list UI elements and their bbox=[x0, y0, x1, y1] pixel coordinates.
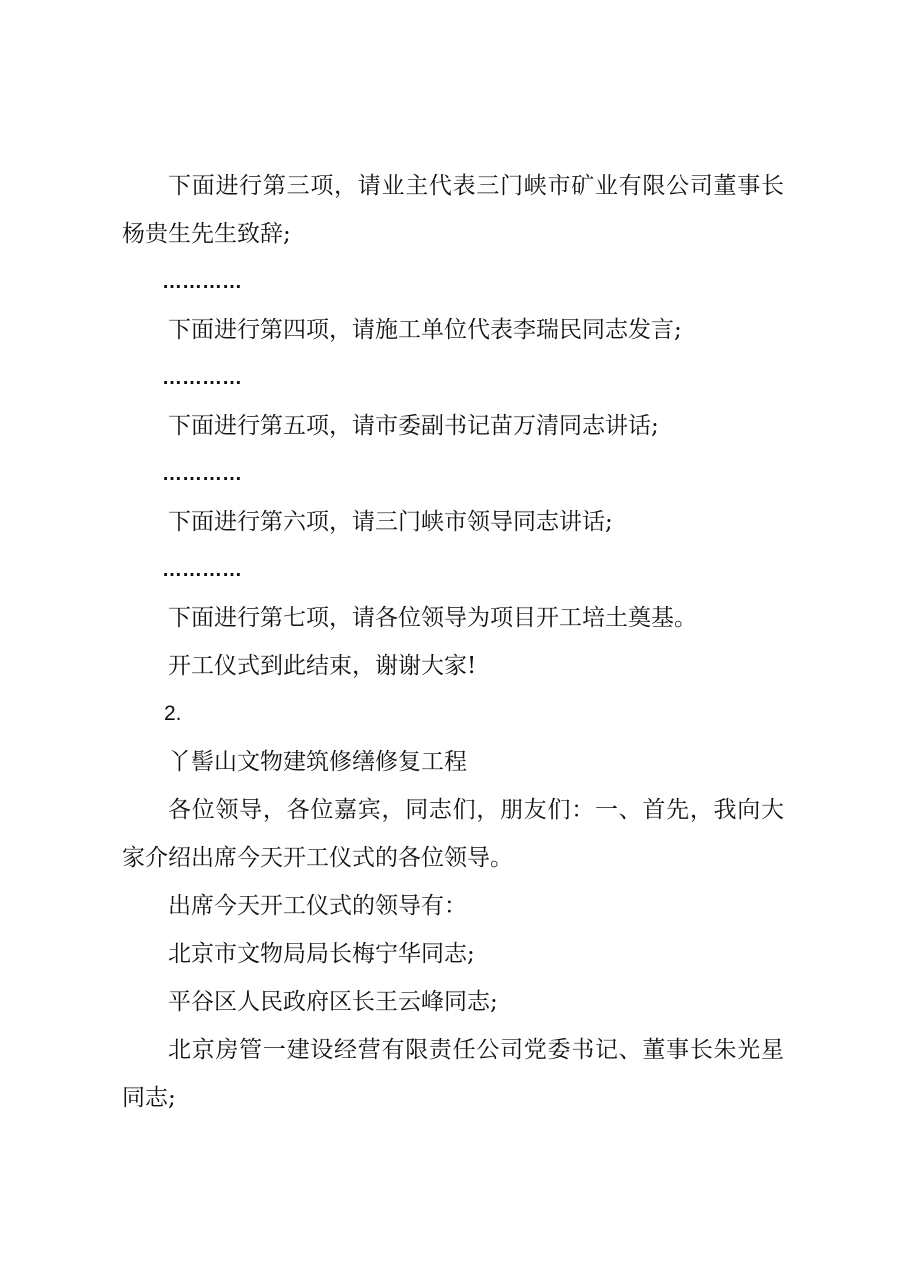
attendee-item: 平谷区人民政府区长王云峰同志; bbox=[168, 989, 498, 1015]
section-number: 2. bbox=[164, 702, 182, 725]
opening-greeting: 各位领导，各位嘉宾，同志们，朋友们：一、首先，我向大家介绍出席今天开工仪式的各位领导。 bbox=[122, 797, 784, 871]
ellipsis-line: ………… bbox=[162, 463, 242, 485]
ellipsis-line: ………… bbox=[162, 559, 242, 581]
paragraph-item-6: 下面进行第六项，请三门峡市领导同志讲话; bbox=[168, 509, 613, 535]
ellipsis-line: ………… bbox=[162, 271, 242, 293]
section-title: 丫髻山文物建筑修缮修复工程 bbox=[168, 749, 467, 775]
paragraph-item-4: 下面进行第四项，请施工单位代表李瑞民同志发言; bbox=[168, 317, 682, 343]
closing-remark: 开工仪式到此结束，谢谢大家! bbox=[168, 653, 477, 679]
paragraph-item-3: 下面进行第三项，请业主代表三门峡市矿业有限公司董事长杨贵生先生致辞; bbox=[122, 173, 784, 247]
attendee-item: 北京市文物局局长梅宁华同志; bbox=[168, 941, 475, 967]
attendee-item: 北京房管一建设经营有限责任公司党委书记、董事长朱光星同志; bbox=[122, 1037, 784, 1111]
paragraph-item-5: 下面进行第五项，请市委副书记苗万清同志讲话; bbox=[168, 413, 659, 439]
document-body bbox=[122, 162, 784, 1122]
attendees-intro: 出席今天开工仪式的领导有： bbox=[168, 893, 467, 919]
paragraph-item-7: 下面进行第七项，请各位领导为项目开工培土奠基。 bbox=[168, 605, 697, 631]
ellipsis-line: ………… bbox=[162, 367, 242, 389]
